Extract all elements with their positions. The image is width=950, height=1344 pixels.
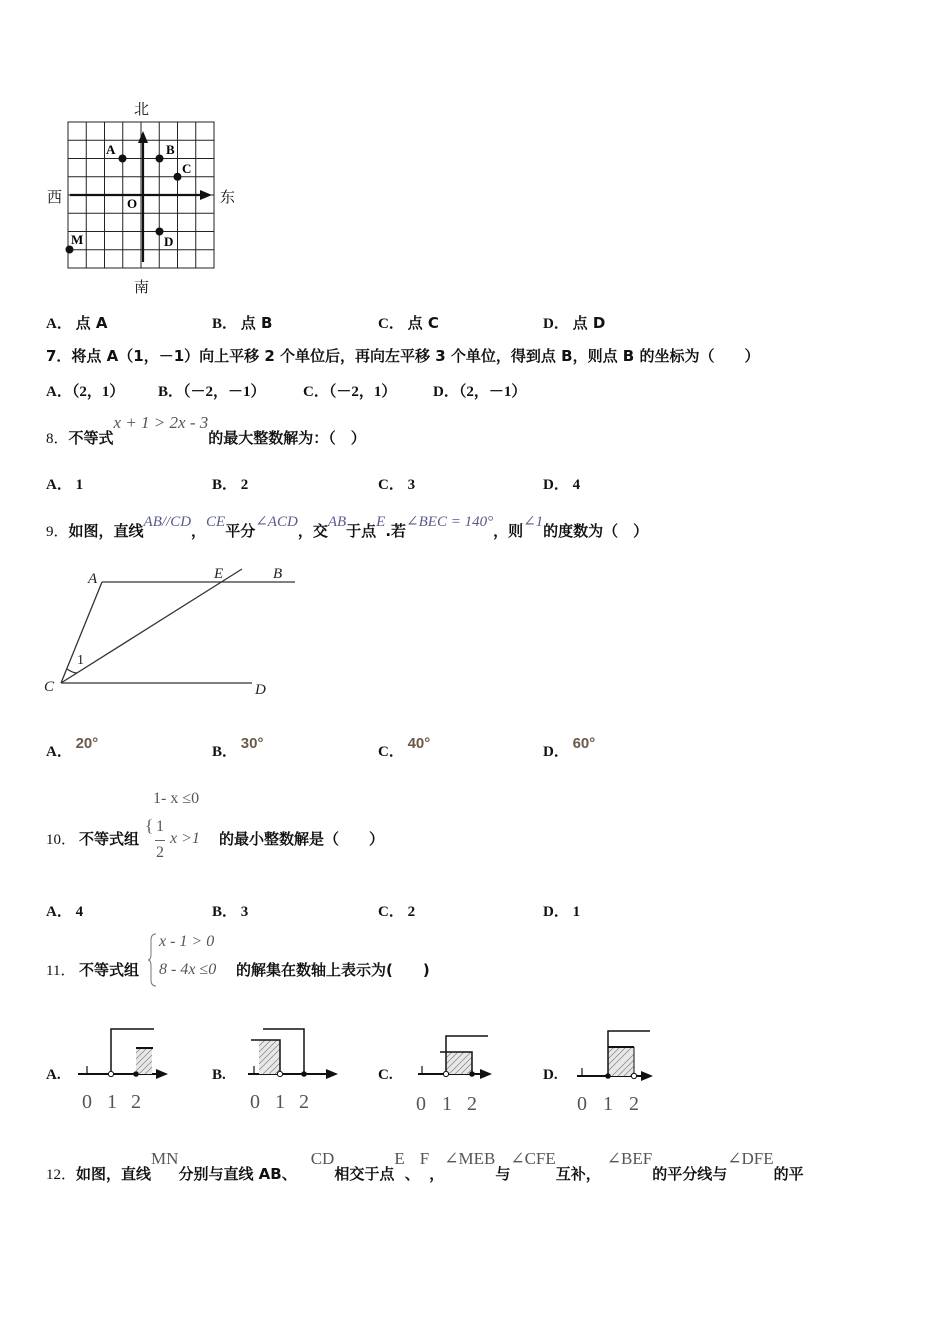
q8-inequality: x + 1 > 2x - 3 bbox=[113, 413, 209, 432]
label-d: D bbox=[255, 682, 266, 698]
label-e: E bbox=[214, 566, 224, 582]
grid-diagram bbox=[44, 98, 244, 296]
svg-text:2: 2 bbox=[131, 1091, 141, 1113]
q10-option-b[interactable]: B． 3 bbox=[212, 904, 249, 920]
q10-inequality-2: x >1 bbox=[170, 830, 200, 847]
svg-text:1: 1 bbox=[107, 1091, 117, 1113]
svg-text:1: 1 bbox=[442, 1093, 452, 1115]
svg-text:0: 0 bbox=[416, 1093, 426, 1115]
point-a-label: A bbox=[106, 142, 116, 157]
q11-option-c[interactable]: C. 0 1 2 bbox=[378, 1025, 508, 1115]
q6-option-c[interactable]: C． 点 C bbox=[378, 314, 439, 332]
q11-option-a[interactable]: A. 0 1 2 bbox=[46, 1025, 176, 1115]
point-d-label: D bbox=[164, 234, 174, 249]
q6-option-b[interactable]: B． 点 B bbox=[212, 314, 273, 332]
q8-option-d[interactable]: D． 4 bbox=[543, 477, 581, 493]
point-b-label: B bbox=[166, 142, 175, 157]
east-label: 东 bbox=[220, 188, 236, 206]
south-label: 南 bbox=[134, 278, 150, 296]
label-angle-1: 1 bbox=[77, 653, 84, 668]
label-b: B bbox=[273, 566, 283, 582]
q7-option-b[interactable]: B．（－2，－1） bbox=[158, 384, 266, 400]
q6-option-d[interactable]: D． 点 D bbox=[543, 314, 606, 332]
q10-brace: { bbox=[145, 816, 154, 835]
point-m-label: M bbox=[71, 232, 84, 247]
fraction-bar bbox=[155, 840, 165, 841]
q10-option-c[interactable]: C． 2 bbox=[378, 904, 416, 920]
label-a: A bbox=[88, 571, 98, 587]
point-c-label: C bbox=[182, 161, 192, 176]
number-line-a bbox=[74, 1025, 174, 1115]
svg-text:0: 0 bbox=[250, 1091, 260, 1113]
q12-question: 12．如图，直线MN分别与直线 AB、CD相交于点E、F，∠MEB与∠CFE互补，∠BEF的平分线与∠DFE的平 bbox=[46, 1149, 804, 1183]
q9-option-b[interactable]: B． 30° bbox=[212, 735, 264, 760]
number-line-c bbox=[414, 1025, 514, 1115]
q10-inequality-1: 1- x ≤0 bbox=[153, 790, 200, 807]
q9-option-c[interactable]: C． 40° bbox=[378, 735, 431, 760]
parallel-lines-diagram bbox=[40, 560, 310, 705]
q6-option-a[interactable]: A． 点 A bbox=[46, 314, 108, 332]
q7-option-a[interactable]: A．（2，1） bbox=[46, 384, 125, 400]
label-c: C bbox=[44, 679, 55, 695]
svg-text:0: 0 bbox=[577, 1093, 587, 1115]
q9-question: 9．如图，直线AB//CD，CE平分∠ACD，交AB于点E.若∠BEC = 140°，则∠1的度数为（ ） bbox=[46, 514, 649, 540]
origin-label: O bbox=[127, 196, 138, 211]
q11-inequality-1: x - 1 > 0 bbox=[159, 933, 215, 950]
svg-text:1: 1 bbox=[275, 1091, 285, 1113]
q8-option-c[interactable]: C． 3 bbox=[378, 477, 416, 493]
q8-option-b[interactable]: B． 2 bbox=[212, 477, 249, 493]
number-line-b bbox=[244, 1025, 344, 1115]
svg-text:2: 2 bbox=[299, 1091, 309, 1113]
q10-question: 1- x ≤0 10． 不等式组 { 1 2 x >1 的最小整数解是（ ） bbox=[46, 790, 385, 861]
svg-text:1: 1 bbox=[603, 1093, 613, 1115]
q9-option-a[interactable]: A． 20° bbox=[46, 735, 99, 760]
number-line-d bbox=[575, 1025, 675, 1115]
q11-option-b[interactable]: B. 0 1 2 bbox=[212, 1025, 342, 1115]
q11-option-d[interactable]: D. 0 1 2 bbox=[543, 1025, 673, 1115]
q7-option-d[interactable]: D．（2，－1） bbox=[433, 384, 527, 400]
west-label: 西 bbox=[47, 188, 63, 206]
q9-parallel-lines-figure bbox=[40, 560, 310, 705]
q10-option-a[interactable]: A． 4 bbox=[46, 904, 84, 920]
q8-option-a[interactable]: A． 1 bbox=[46, 477, 84, 493]
svg-text:0: 0 bbox=[82, 1091, 92, 1113]
q10-option-d[interactable]: D． 1 bbox=[543, 904, 581, 920]
q7-option-c[interactable]: C．（－2，1） bbox=[303, 384, 397, 400]
q6-compass-grid-figure bbox=[44, 98, 244, 296]
q11-inequality-2: 8 - 4x ≤0 bbox=[159, 961, 217, 978]
q11-brace bbox=[148, 932, 158, 988]
q7-question-text: 7．将点 A（1，－1）向上平移 2 个单位后，再向左平移 3 个单位，得到点 B，则点 B 的坐标为（ ） bbox=[46, 347, 760, 365]
q8-question: 8．不等式x + 1 > 2x - 3的最大整数解为：（ ） bbox=[46, 413, 366, 447]
north-label: 北 bbox=[134, 100, 150, 118]
q9-option-d[interactable]: D． 60° bbox=[543, 735, 596, 760]
svg-text:2: 2 bbox=[467, 1093, 477, 1115]
q11-question: 11． 不等式组 x - 1 > 0 8 - 4x ≤0 的解集在数轴上表示为( ) bbox=[46, 930, 506, 990]
svg-text:2: 2 bbox=[629, 1093, 639, 1115]
